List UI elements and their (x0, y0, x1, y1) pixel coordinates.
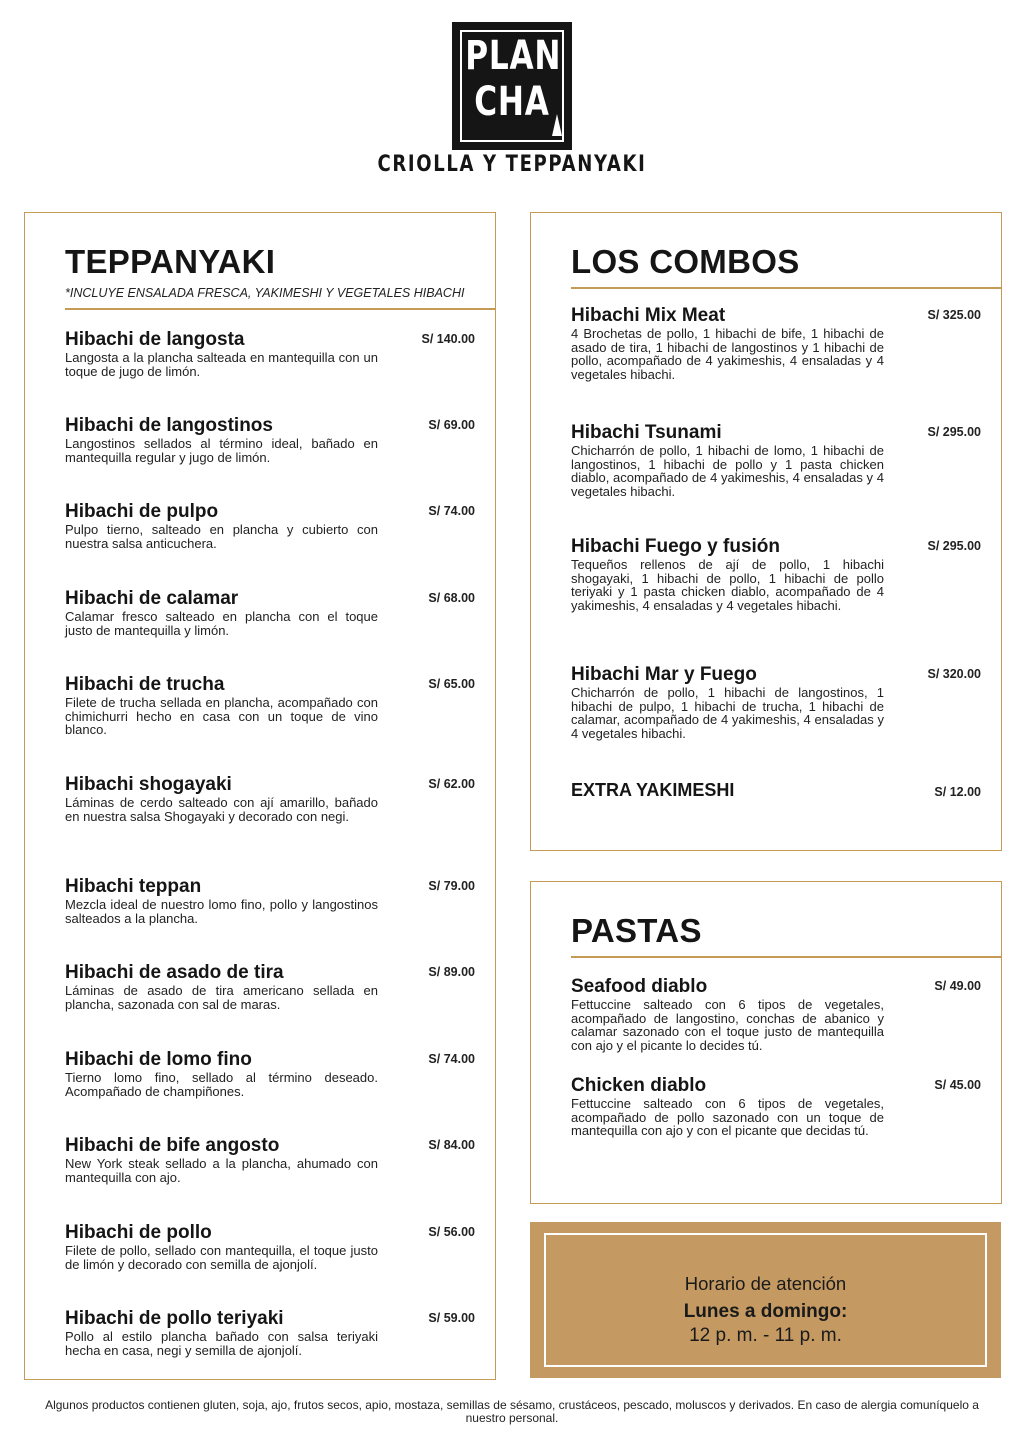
section-title-combos: LOS COMBOS (571, 243, 800, 280)
menu-item (65, 416, 475, 464)
combos-section (530, 212, 1002, 851)
item-name: Hibachi de bife angosto (65, 1135, 280, 1156)
item-description: Mezcla ideal de nuestro lomo fino, pollo y langostinos salteados a la plancha. (65, 897, 378, 926)
tagline: CRIOLLA Y TEPPANYAKI (377, 152, 647, 177)
item-name: Hibachi de lomo fino (65, 1049, 252, 1070)
extra-yakimeshi-label: EXTRA YAKIMESHI (571, 780, 735, 800)
logo-line-1: PLAN (465, 33, 562, 79)
teppanyaki-section (24, 212, 496, 1380)
menu-item (65, 330, 475, 378)
item-description: Fettuccine salteado con 6 tipos de vegetales, acompañado de pollo sazonado con un toque de mantequilla con ajo y con el picante que decidas tú. (571, 1096, 884, 1138)
item-description: Láminas de asado de tira americano sellada en plancha, sazonada con sal de maras. (65, 983, 378, 1012)
item-name: Hibachi de pollo (65, 1222, 212, 1243)
logo-line-2: CHA (474, 79, 550, 125)
item-price: S/ 68.00 (428, 591, 475, 605)
menu-item (65, 502, 475, 550)
item-price: S/ 49.00 (934, 979, 981, 993)
logo (452, 22, 572, 150)
item-name: Hibachi Fuego y fusión (571, 536, 781, 557)
section-rule (65, 308, 495, 310)
item-description: New York steak sellado a la plancha, ahumado con mantequilla con ajo. (65, 1156, 378, 1185)
item-price: S/ 295.00 (927, 425, 981, 439)
section-rule (571, 287, 1001, 289)
item-price: S/ 65.00 (428, 677, 475, 691)
item-name: Hibachi teppan (65, 876, 202, 897)
item-description: Pollo al estilo plancha bañado con salsa teriyaki hecha en casa, negi y semilla de ajonjolí. (65, 1329, 378, 1358)
item-name: Chicken diablo (571, 1075, 707, 1096)
item-price: S/ 295.00 (927, 539, 981, 553)
item-price: S/ 56.00 (428, 1225, 475, 1239)
item-price: S/ 140.00 (421, 332, 475, 346)
item-name: Hibachi de langosta (65, 329, 245, 350)
section-title-pastas: PASTAS (571, 912, 702, 949)
menu-item (65, 963, 475, 1011)
hours-title: Horario de atención (684, 1273, 847, 1294)
section-rule (571, 956, 1001, 958)
item-name: Hibachi Mix Meat (571, 305, 726, 326)
opening-hours-frame (544, 1233, 987, 1367)
item-price: S/ 74.00 (428, 1052, 475, 1066)
item-description: Langosta a la plancha salteada en mantequilla con un toque de jugo de limón. (65, 350, 378, 379)
hours-time: 12 p. m. - 11 p. m. (689, 1325, 842, 1346)
item-price: S/ 325.00 (927, 308, 981, 322)
allergen-disclaimer: Algunos productos contienen gluten, soja, ajo, frutos secos, apio, mostaza, semillas de sésamo, crustáceos, pescado, moluscos y derivados. En caso de alergia comuníquelo a nuestro personal. (45, 1398, 979, 1425)
combo-item (571, 537, 981, 612)
item-price: S/ 59.00 (428, 1311, 475, 1325)
item-description: 4 Brochetas de pollo, 1 hibachi de bife, 1 hibachi de asado de tira, 1 hibachi de langostinos y 1 hibachi de pollo, acompañado de 4 yakimeshis, 4 ensaladas y 4 vegetales hibachi. (571, 326, 884, 382)
item-price: S/ 79.00 (428, 879, 475, 893)
opening-hours-box (530, 1222, 1001, 1378)
combo-item (571, 665, 981, 740)
item-description: Langostinos sellados al término ideal, bañado en mantequilla regular y jugo de limón. (65, 436, 378, 465)
extra-yakimeshi-price: S/ 12.00 (934, 785, 981, 799)
menu-item (65, 1223, 475, 1271)
combo-item (571, 306, 981, 381)
item-name: Hibachi de calamar (65, 588, 239, 609)
menu-item (65, 1136, 475, 1184)
item-price: S/ 84.00 (428, 1138, 475, 1152)
item-description: Fettuccine salteado con 6 tipos de vegetales, acompañado de langostino, conchas de abanico y calamar sazonado con el toque justo de mantequilla con ajo y el picante lo decides tú. (571, 997, 884, 1053)
menu-item (65, 775, 475, 823)
section-title-teppanyaki: TEPPANYAKI (65, 243, 276, 280)
item-description: Calamar fresco salteado en plancha con el toque justo de mantequilla y limón. (65, 609, 378, 638)
teppanyaki-note: *INCLUYE ENSALADA FRESCA, YAKIMESHI Y VEGETALES HIBACHI (65, 286, 465, 300)
item-description: Chicharrón de pollo, 1 hibachi de langostinos, 1 hibachi de pulpo, 1 hibachi de trucha, 1 hibachi de calamar, acompañado de 4 yakimeshis, 4 ensaladas y 4 vegetales hibachi. (571, 685, 884, 741)
menu-item (65, 1309, 475, 1357)
pasta-item (571, 1076, 981, 1138)
item-name: Hibachi Tsunami (571, 422, 722, 443)
item-description: Tequeños rellenos de ají de pollo, 1 hibachi shogayaki, 1 hibachi de pollo, 1 hibachi de pollo teriyaki y 1 pasta chicken diablo, acompañado de 4 yakimeshis, 4 ensaladas y 4 vegetales hibachi. (571, 557, 884, 613)
item-description: Filete de trucha sellada en plancha, acompañado con chimichurri hecho en casa con un toque de vino blanco. (65, 695, 378, 737)
item-price: S/ 45.00 (934, 1078, 981, 1092)
extra-item (571, 780, 981, 800)
item-price: S/ 62.00 (428, 777, 475, 791)
item-description: Láminas de cerdo salteado con ají amarillo, bañado en nuestra salsa Shogayaki y decorado con negi. (65, 795, 378, 824)
menu-item (65, 675, 475, 737)
item-price: S/ 320.00 (927, 667, 981, 681)
item-description: Filete de pollo, sellado con mantequilla, el toque justo de limón y decorado con semilla de ajonjolí. (65, 1243, 378, 1272)
item-description: Pulpo tierno, salteado en plancha y cubierto con nuestra salsa anticuchera. (65, 522, 378, 551)
item-description: Chicharrón de pollo, 1 hibachi de lomo, 1 hibachi de langostinos, 1 hibachi de pollo y 1 pasta chicken diablo, acompañado de 4 yakimeshis, 4 ensaladas y 4 vegetales hibachi. (571, 443, 884, 499)
pastas-section (530, 881, 1002, 1204)
item-price: S/ 69.00 (428, 418, 475, 432)
item-name: Hibachi shogayaki (65, 774, 232, 795)
menu-item (65, 1050, 475, 1098)
hours-days: Lunes a domingo: (683, 1301, 848, 1322)
menu-item (65, 589, 475, 637)
item-name: Hibachi de langostinos (65, 415, 273, 436)
item-name: Hibachi de pollo teriyaki (65, 1308, 284, 1329)
item-description: Tierno lomo fino, sellado al término deseado. Acompañado de champiñones. (65, 1070, 378, 1099)
item-name: Hibachi Mar y Fuego (571, 664, 757, 685)
item-name: Seafood diablo (571, 976, 708, 997)
item-price: S/ 74.00 (428, 504, 475, 518)
item-name: Hibachi de asado de tira (65, 962, 284, 983)
item-price: S/ 89.00 (428, 965, 475, 979)
menu-item (65, 877, 475, 925)
pasta-item (571, 977, 981, 1052)
item-name: Hibachi de trucha (65, 674, 225, 695)
item-name: Hibachi de pulpo (65, 501, 219, 522)
combo-item (571, 423, 981, 498)
